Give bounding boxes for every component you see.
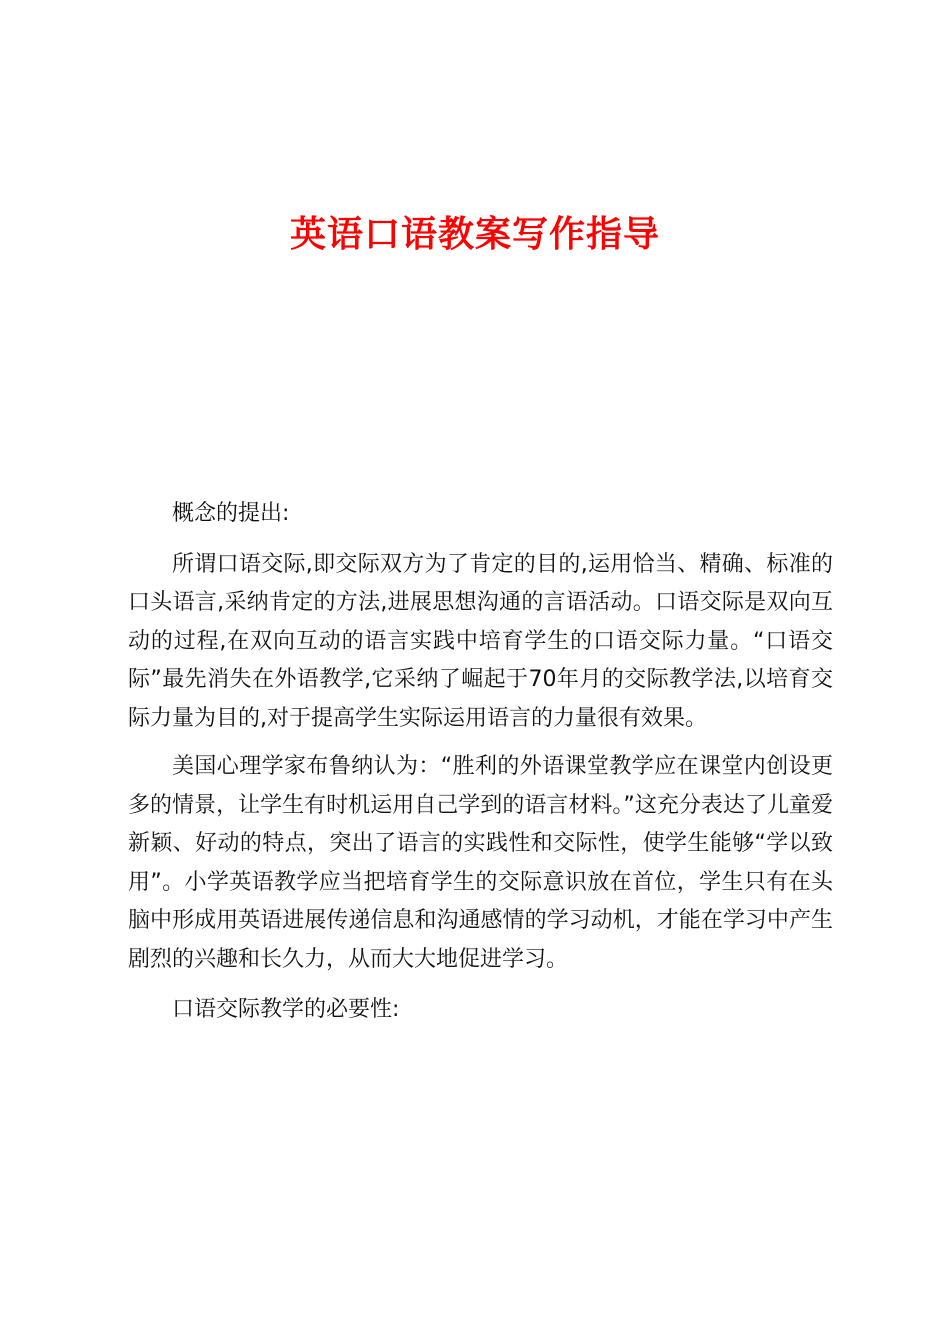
document-title: 英语口语教案写作指导: [289, 213, 660, 255]
section-heading-concept: 概念的提出:: [172, 501, 290, 526]
paragraph-bruner-quote: 美国心理学家布鲁纳认为：“胜利的外语课堂教学应在课堂内创设更多的情景，让学生有时机运用自己学到的语言材料。”这充分表达了儿童爱新颖、好动的特点，突出了语言的实践性和交际性，使学生能够“学以致用”。小学英语教学应当把培育学生的交际意识放在首位，学生只有在头脑中形成用英语进展传递信息和沟通感情的学习动机，才能在学习中产生剧烈的兴趣和长久力，从而大大地促进学习。: [128, 754, 833, 972]
document-body: [128, 495, 833, 1042]
section-heading-necessity: 口语交际教学的必要性:: [172, 997, 400, 1022]
paragraph-definition: 所谓口语交际,即交际双方为了肯定的目的,运用恰当、精确、标准的口头语言,采纳肯定的方法,进展思想沟通的言语活动。口语交际是双向互动的过程,在双向互动的语言实践中培育学生的口语交际力量。“口语交际”最先消失在外语教学,它采纳了崛起于70年月的交际教学法,以培育交际力量为目的,对于提高学生实际运用语言的力量很有效果。: [128, 551, 833, 731]
